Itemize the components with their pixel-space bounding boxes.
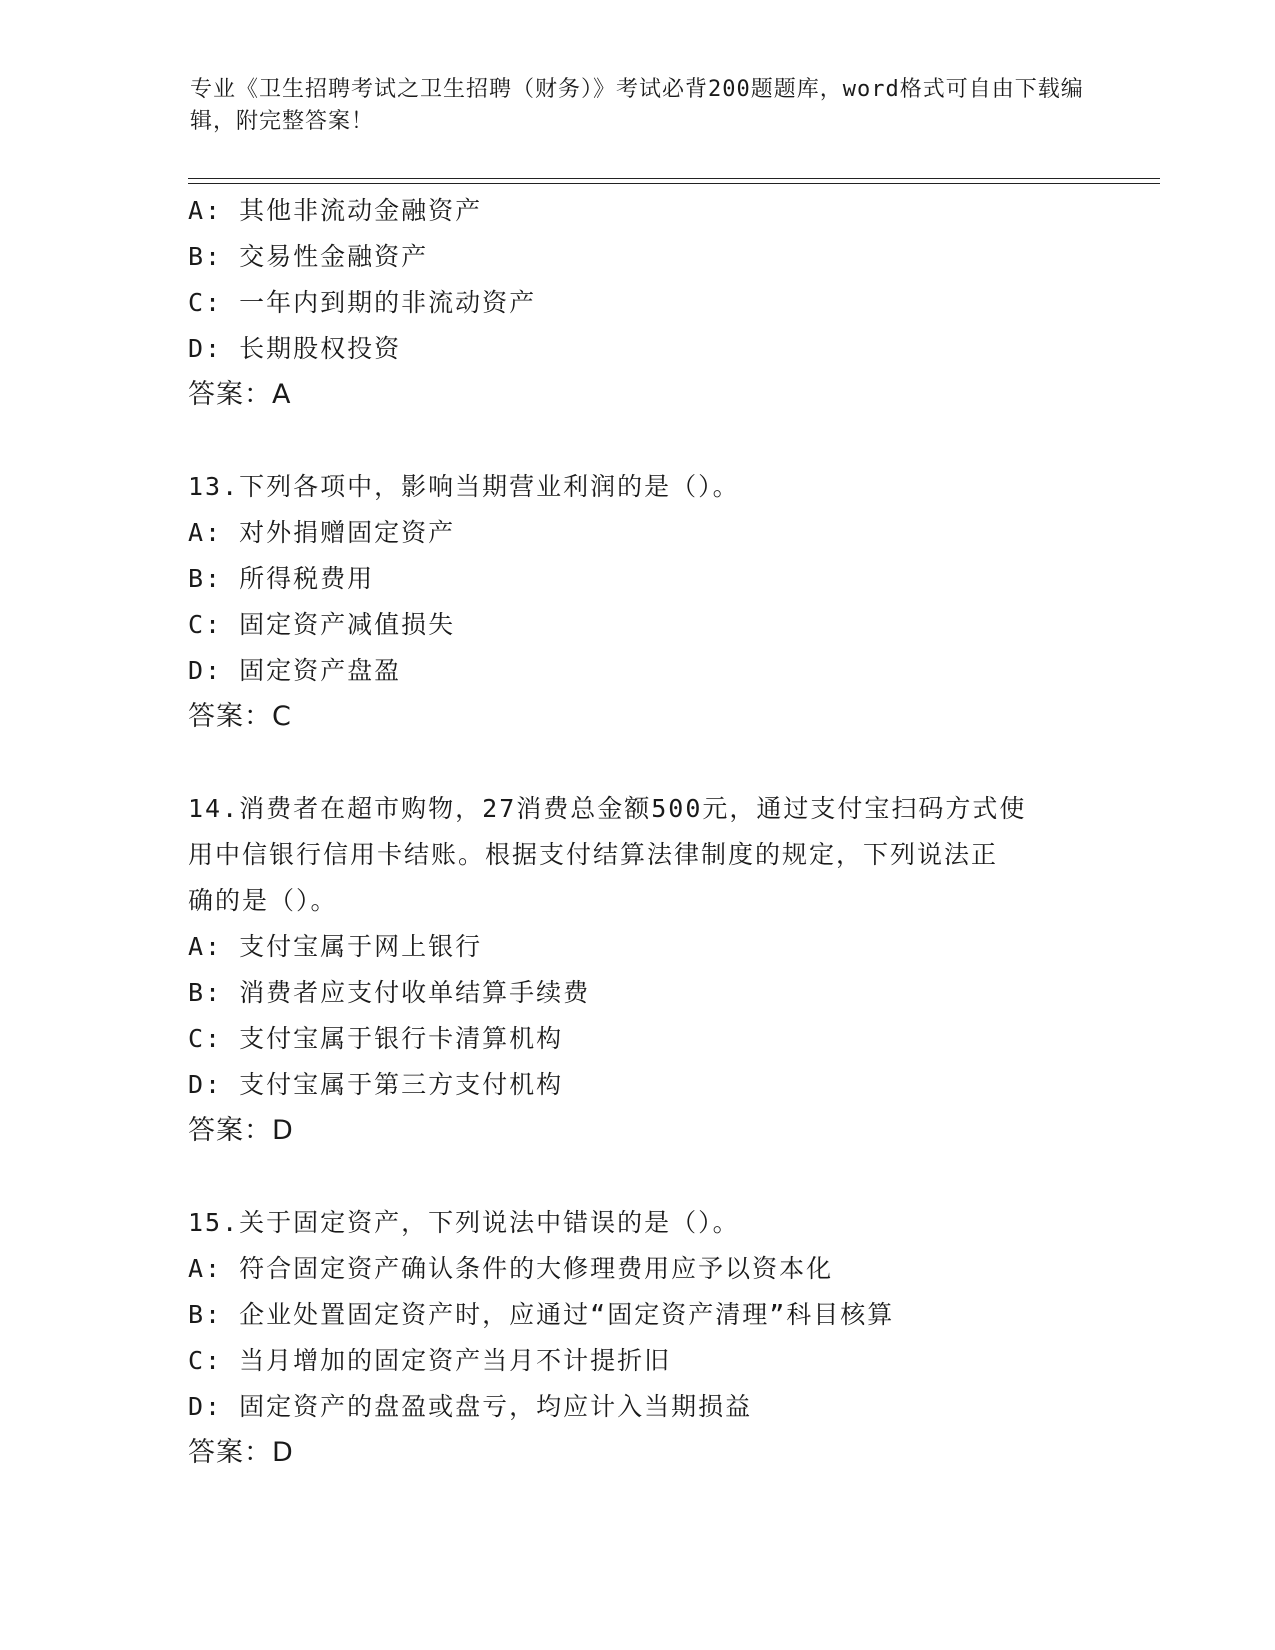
header-divider-bottom <box>188 183 1160 184</box>
document-header: 专业《卫生招聘考试之卫生招聘（财务）》考试必背200题题库，word格式可自由下载编辑，附完整答案！ <box>190 77 1084 134</box>
option-b: B: 所得税费用 <box>188 564 375 593</box>
option-b: B: 交易性金融资产 <box>188 242 429 271</box>
spacer <box>188 1154 1088 1200</box>
option-b: B: 企业处置固定资产时，应通过“固定资产清理”科目核算 <box>188 1300 895 1329</box>
option-b: B: 消费者应支付收单结算手续费 <box>188 978 591 1007</box>
option-d: D: 固定资产的盘盈或盘亏，均应计入当期损益 <box>188 1392 753 1421</box>
option-c: C: 当月增加的固定资产当月不计提折旧 <box>188 1346 672 1375</box>
question-stem-line-1: 14.消费者在超市购物，27消费总金额500元，通过支付宝扫码方式使 <box>188 794 1027 823</box>
question-14 <box>188 786 1088 1154</box>
question-12 <box>188 188 1088 418</box>
question-list <box>188 188 1088 1476</box>
option-a: A: 符合固定资产确认条件的大修理费用应予以资本化 <box>188 1254 834 1283</box>
spacer <box>188 740 1088 786</box>
option-c: C: 一年内到期的非流动资产 <box>188 288 537 317</box>
option-c: C: 支付宝属于银行卡清算机构 <box>188 1024 564 1053</box>
answer: 答案：D <box>188 1115 294 1146</box>
question-stem: 13.下列各项中，影响当期营业利润的是（）。 <box>188 472 740 501</box>
question-stem-line-3: 确的是（）。 <box>188 886 338 915</box>
header-divider-top <box>188 178 1160 179</box>
question-stem: 15.关于固定资产，下列说法中错误的是（）。 <box>188 1208 740 1237</box>
answer: 答案：C <box>188 701 292 732</box>
option-d: D: 固定资产盘盈 <box>188 656 402 685</box>
option-d: D: 长期股权投资 <box>188 334 402 363</box>
option-c: C: 固定资产减值损失 <box>188 610 456 639</box>
question-stem-line-2: 用中信银行信用卡结账。根据支付结算法律制度的规定，下列说法正 <box>188 840 999 869</box>
option-a: A: 支付宝属于网上银行 <box>188 932 483 961</box>
question-13 <box>188 464 1088 740</box>
option-d: D: 支付宝属于第三方支付机构 <box>188 1070 564 1099</box>
option-a: A: 其他非流动金融资产 <box>188 196 483 225</box>
question-15 <box>188 1200 1088 1476</box>
answer: 答案：D <box>188 1437 294 1468</box>
option-a: A: 对外捐赠固定资产 <box>188 518 456 547</box>
answer: 答案：A <box>188 379 292 410</box>
spacer <box>188 418 1088 464</box>
